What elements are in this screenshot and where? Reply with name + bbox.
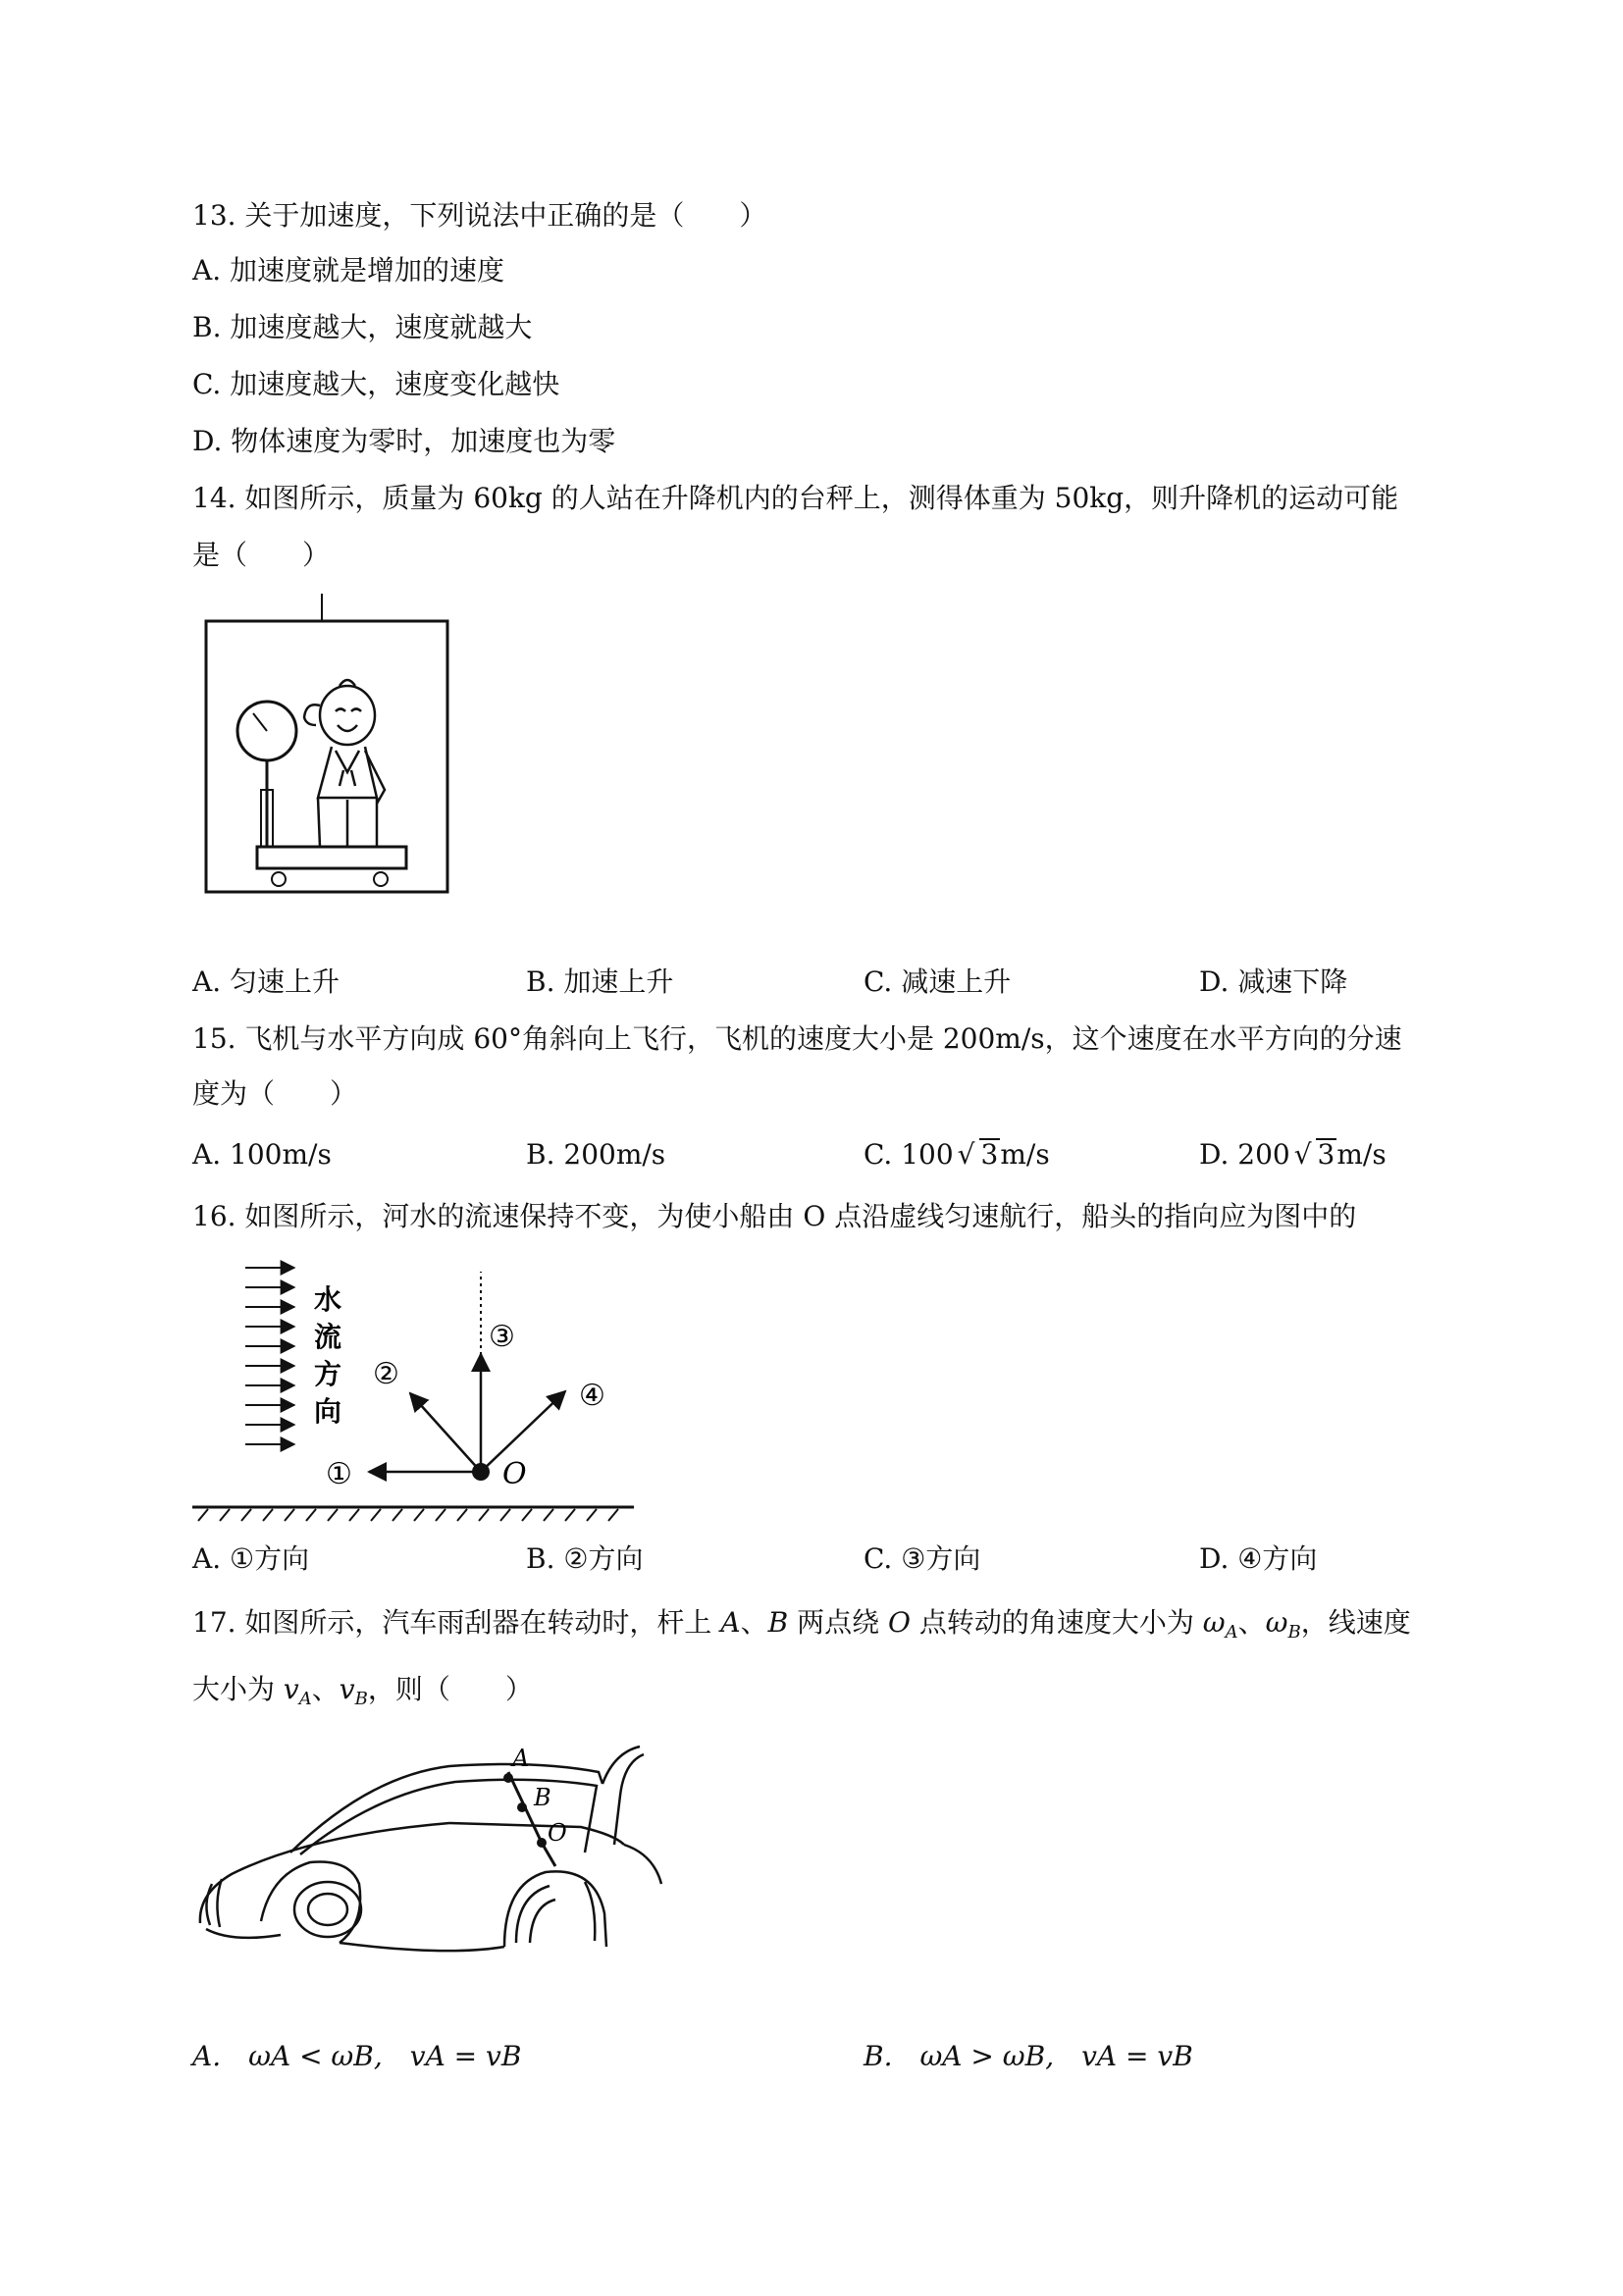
q17-stem-line2: 大小为 $v_A$、$v_B$，则（ ）: [192, 1673, 533, 1709]
q15-option-d-unit: m/s: [1336, 1138, 1387, 1171]
q15-option-d: D. 200 √ 3m/s: [1199, 1138, 1387, 1171]
q14-stem-line1: 14. 如图所示，质量为 60kg 的人站在升降机内的台秤上，测得体重为 50kg，则升降机的运动可能: [192, 482, 1399, 514]
q13-option-b: B. 加速度越大，速度就越大: [192, 311, 533, 343]
q17-v-a-sub: A: [298, 1689, 312, 1709]
flow-char-3: 方: [314, 1358, 342, 1390]
riverbank-hatch: [198, 1509, 618, 1521]
q15-option-c: C. 100 √ 3m/s: [864, 1138, 1050, 1171]
flow-arrows: [245, 1268, 294, 1444]
q14-option-b: B. 加速上升: [526, 965, 674, 998]
q13-option-a: A. 加速度就是增加的速度: [192, 254, 505, 287]
q14-option-c: C. 减速上升: [864, 965, 1012, 998]
q16-option-c: C. ③方向: [864, 1542, 981, 1575]
q15-option-c-unit: m/s: [1000, 1138, 1050, 1171]
label-1: ①: [326, 1457, 352, 1491]
q17-omega-a-sub: A: [1225, 1622, 1238, 1643]
q15-option-b: B. 200m/s: [526, 1138, 666, 1171]
label-3: ③: [489, 1320, 515, 1354]
q15-stem-line1: 15. 飞机与水平方向成 60°角斜向上飞行，飞机的速度大小是 200m/s，这个速度在水平方向的分速: [192, 1022, 1402, 1055]
river-figure: [192, 1256, 644, 1531]
q15-option-d-prefix: D. 200: [1199, 1138, 1290, 1171]
person-icon: [304, 680, 385, 847]
q16-option-d: D. ④方向: [1199, 1542, 1318, 1575]
label-4: ④: [579, 1379, 605, 1413]
q16-option-b: B. ②方向: [526, 1542, 644, 1575]
elevator-figure: [192, 594, 467, 908]
q13-stem: 13. 关于加速度，下列说法中正确的是（ ）: [192, 199, 767, 232]
arrow-2: [410, 1393, 481, 1472]
q17-v-b: v: [339, 1673, 355, 1705]
label-o: O: [502, 1457, 527, 1491]
car-wiper-figure: [192, 1737, 703, 1972]
wiper-point-o: [537, 1838, 547, 1848]
flow-char-1: 水: [314, 1283, 342, 1316]
wiper-label-a: A: [512, 1745, 530, 1772]
q17-sep: 、: [740, 1606, 768, 1639]
q17-stem-line2-suffix: ，则（ ）: [367, 1673, 533, 1705]
car-outline: [200, 1747, 661, 1951]
q13-option-d: D. 物体速度为零时，加速度也为零: [192, 425, 616, 457]
q14-option-a: A. 匀速上升: [192, 965, 340, 998]
q17-option-b: B. ωA > ωB, vA = vB: [864, 2040, 1193, 2072]
q14-option-d: D. 减速下降: [1199, 965, 1348, 998]
q17-stem-mid: 两点绕: [788, 1606, 888, 1639]
q15-option-a: A. 100m/s: [192, 1138, 332, 1171]
elevator-cabin: [206, 621, 447, 892]
q17-stem-prefix: 17. 如图所示，汽车雨刮器在转动时，杆上: [192, 1606, 721, 1639]
q17-omega-b: ω: [1265, 1606, 1288, 1639]
q16-stem: 16. 如图所示，河水的流速保持不变，为使小船由 O 点沿虚线匀速航行，船头的指向应为图中的: [192, 1200, 1357, 1232]
point-o: [472, 1463, 490, 1481]
q13-option-c: C. 加速度越大，速度变化越快: [192, 368, 560, 400]
q17-stem-line2-prefix: 大小为: [192, 1673, 284, 1705]
q15-option-d-root: 3: [1317, 1138, 1335, 1171]
label-2: ②: [373, 1357, 399, 1391]
q17-stem-mid2: 点转动的角速度大小为: [910, 1606, 1203, 1639]
q16-option-a: A. ①方向: [192, 1542, 310, 1575]
wiper-label-b: B: [534, 1784, 551, 1811]
wiper-label-o: O: [548, 1819, 567, 1847]
q17-point-o: O: [887, 1606, 911, 1639]
q17-omega-b-sub: B: [1287, 1622, 1301, 1643]
wiper-point-a: [503, 1773, 513, 1783]
q17-option-a: A. ωA < ωB, vA = vB: [192, 2040, 522, 2072]
flow-char-4: 向: [314, 1395, 342, 1428]
q15-option-c-prefix: C. 100: [864, 1138, 954, 1171]
q17-omega-a: ω: [1202, 1606, 1226, 1639]
flow-char-2: 流: [314, 1321, 342, 1353]
q17-v-a: v: [283, 1673, 299, 1705]
q17-v-b-sub: B: [354, 1689, 368, 1709]
q17-stem-line1: 17. 如图所示，汽车雨刮器在转动时，杆上 A、B 两点绕 O 点转动的角速度大小为 $\omega_A$、$\omega_B$，线速度: [192, 1606, 1411, 1643]
q15-option-c-root: 3: [980, 1138, 999, 1171]
q15-stem-line2: 度为（ ）: [192, 1077, 358, 1110]
q17-point-b: B: [767, 1606, 789, 1639]
q14-stem-line2: 是（ ）: [192, 539, 331, 571]
q17-point-a: A: [720, 1606, 741, 1639]
wiper-point-b: [517, 1802, 527, 1812]
